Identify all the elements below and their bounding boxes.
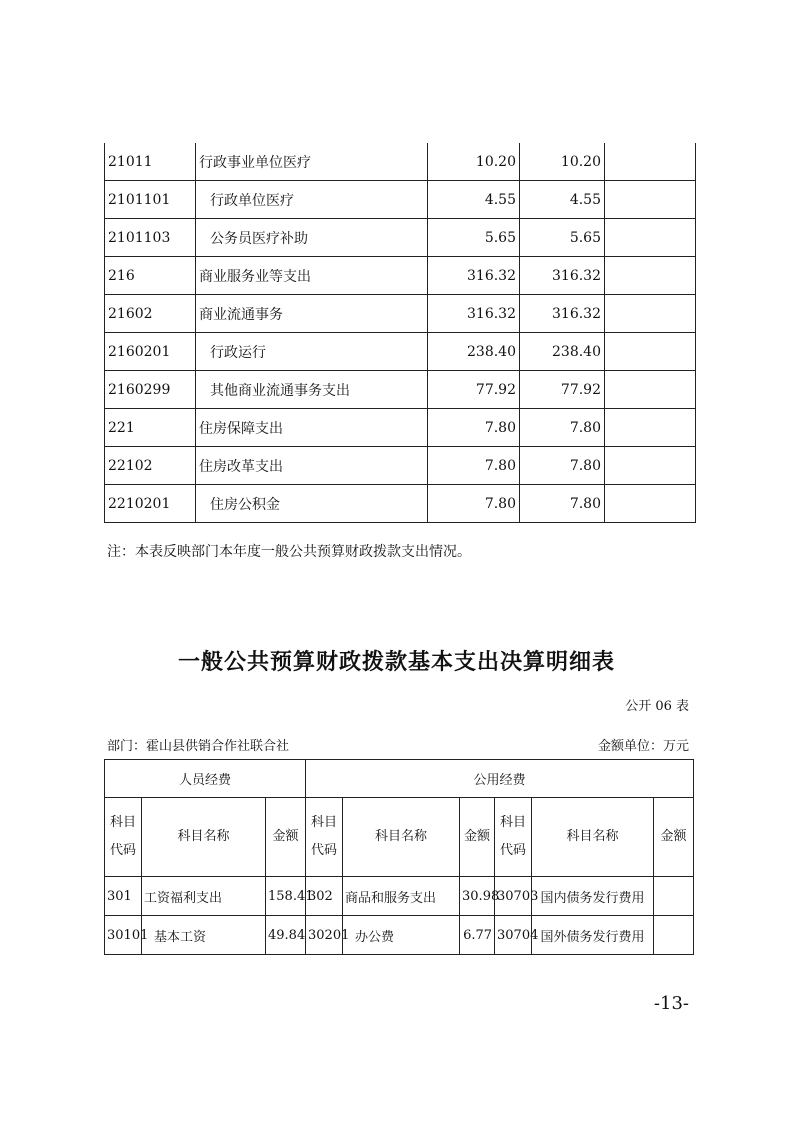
table-row: [105, 257, 696, 295]
amount-cell: 7.80: [520, 409, 605, 447]
amount-cell: [605, 447, 696, 485]
table-row: [105, 447, 696, 485]
department-label: 部门：霍山县供销合作社联合社: [107, 739, 290, 754]
group-header-personnel: 人员经费: [105, 760, 306, 798]
amount-cell: 77.92: [520, 371, 605, 409]
subject-code-cell: 302: [306, 877, 343, 916]
col-header-name: 科目名称: [532, 798, 654, 877]
table-note: 注：本表反映部门本年度一般公共预算财政拨款支出情况。: [107, 544, 471, 560]
amount-cell: [605, 371, 696, 409]
col-header-amount: 金额: [266, 798, 306, 877]
col-header-code: 科目 代码: [105, 798, 142, 877]
col-header-code: 科目 代码: [495, 798, 532, 877]
subject-name-cell: 行政事业单位医疗: [196, 143, 428, 181]
amount-cell: [605, 219, 696, 257]
subject-code-cell: 21602: [105, 295, 196, 333]
subject-code-cell: 2160201: [105, 333, 196, 371]
subject-code-cell: 216: [105, 257, 196, 295]
expenditure-table: [104, 143, 696, 523]
page-number: -13-: [653, 993, 689, 1014]
amount-cell: 4.55: [428, 181, 520, 219]
amount-cell: [654, 916, 694, 955]
amount-cell: [605, 409, 696, 447]
subject-name-cell: 商业流通事务: [196, 295, 428, 333]
table-row: [105, 371, 696, 409]
subject-name-cell: 商业服务业等支出: [196, 257, 428, 295]
subject-name-cell: 行政运行: [196, 333, 428, 371]
page-title: 一般公共预算财政拨款基本支出决算明细表: [177, 650, 615, 675]
col-header-name: 科目名称: [343, 798, 460, 877]
amount-cell: [605, 333, 696, 371]
basic-expenditure-detail-table: [104, 759, 694, 955]
amount-cell: 10.20: [428, 143, 520, 181]
amount-cell: 316.32: [520, 295, 605, 333]
subject-name-cell: 商品和服务支出: [343, 877, 460, 916]
subject-name-cell: 行政单位医疗: [196, 181, 428, 219]
amount-cell: 4.55: [520, 181, 605, 219]
table-row: [105, 143, 696, 181]
table-row: [105, 916, 694, 955]
amount-cell: 30.98: [460, 877, 495, 916]
amount-cell: 5.65: [428, 219, 520, 257]
subject-name-cell: 基本工资: [142, 916, 266, 955]
subject-code-cell: 2160299: [105, 371, 196, 409]
table-row: [105, 485, 696, 523]
amount-cell: 7.80: [520, 447, 605, 485]
amount-cell: 7.80: [520, 485, 605, 523]
amount-cell: 7.80: [428, 447, 520, 485]
subject-code-cell: 21011: [105, 143, 196, 181]
amount-cell: 6.77: [460, 916, 495, 955]
amount-cell: [605, 181, 696, 219]
subject-name-cell: 公务员医疗补助: [196, 219, 428, 257]
subject-code-cell: 30101: [105, 916, 142, 955]
amount-cell: 316.32: [428, 295, 520, 333]
subject-code-cell: 2101101: [105, 181, 196, 219]
subject-code-cell: 30201: [306, 916, 343, 955]
amount-cell: 5.65: [520, 219, 605, 257]
subject-code-cell: 30703: [495, 877, 532, 916]
amount-cell: 158.41: [266, 877, 306, 916]
subject-code-cell: 2101103: [105, 219, 196, 257]
amount-cell: 7.80: [428, 485, 520, 523]
subject-code-cell: 2210201: [105, 485, 196, 523]
subject-name-cell: 办公费: [343, 916, 460, 955]
subject-name-cell: 住房保障支出: [196, 409, 428, 447]
subject-name-cell: 住房改革支出: [196, 447, 428, 485]
col-header-code: 科目 代码: [306, 798, 343, 877]
subject-code-cell: 22102: [105, 447, 196, 485]
amount-cell: [605, 143, 696, 181]
subject-name-cell: 国内债务发行费用: [532, 877, 654, 916]
col-header-name: 科目名称: [142, 798, 266, 877]
subject-code-cell: 301: [105, 877, 142, 916]
amount-cell: 10.20: [520, 143, 605, 181]
amount-unit-label: 金额单位：万元: [597, 739, 689, 754]
table-row: [105, 295, 696, 333]
table-row: [105, 877, 694, 916]
amount-cell: 238.40: [428, 333, 520, 371]
table-row: [105, 219, 696, 257]
subject-name-cell: 其他商业流通事务支出: [196, 371, 428, 409]
col-header-amount: 金额: [460, 798, 495, 877]
amount-cell: 77.92: [428, 371, 520, 409]
amount-cell: 316.32: [428, 257, 520, 295]
table-number: 公开 06 表: [625, 699, 689, 714]
table-row: [105, 333, 696, 371]
amount-cell: [605, 485, 696, 523]
subject-code-cell: 30704: [495, 916, 532, 955]
amount-cell: 238.40: [520, 333, 605, 371]
group-header-public: 公用经费: [306, 760, 694, 798]
amount-cell: 7.80: [428, 409, 520, 447]
subject-name-cell: 住房公积金: [196, 485, 428, 523]
table-row: [105, 409, 696, 447]
amount-cell: [605, 257, 696, 295]
amount-cell: [605, 295, 696, 333]
amount-cell: [654, 877, 694, 916]
subject-name-cell: 工资福利支出: [142, 877, 266, 916]
amount-cell: 49.84: [266, 916, 306, 955]
subject-name-cell: 国外债务发行费用: [532, 916, 654, 955]
amount-cell: 316.32: [520, 257, 605, 295]
col-header-amount: 金额: [654, 798, 694, 877]
table-row: [105, 181, 696, 219]
subject-code-cell: 221: [105, 409, 196, 447]
